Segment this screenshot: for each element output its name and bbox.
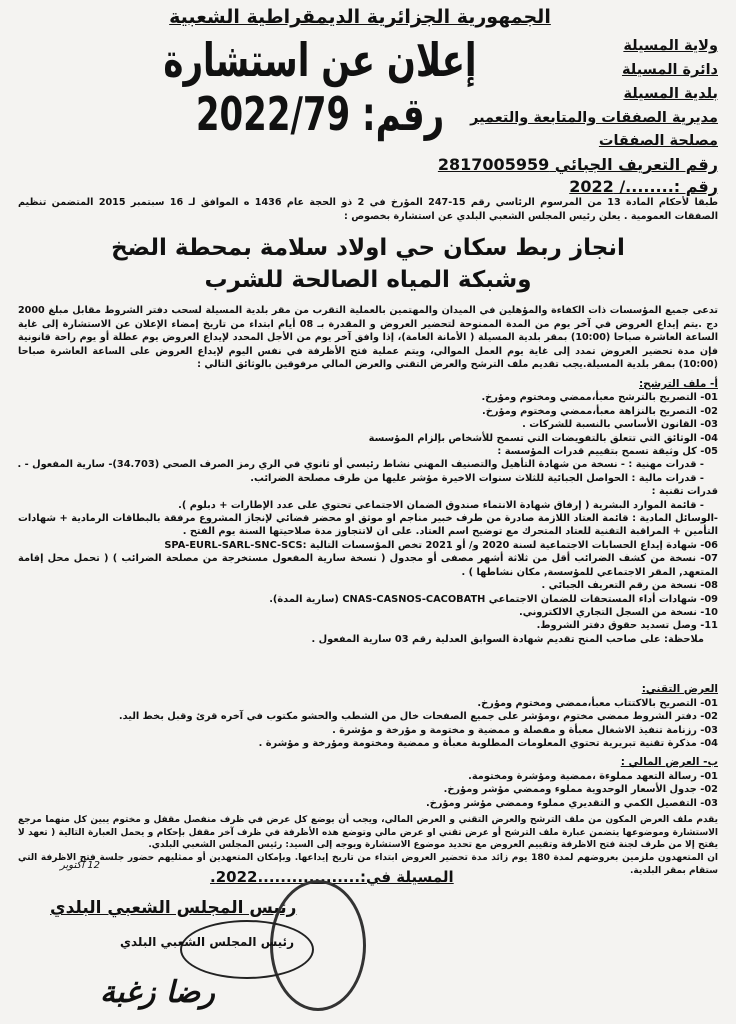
list-item: 01- التصريح بالاكتتاب معبأ،ممضي ومختوم ومؤرخ. [477, 697, 718, 709]
handwritten-date: 12 أكتوبر [60, 860, 100, 871]
list-item: 03- رزنامة تنفيذ الاشغال معبأة و مفصلة و ممضية و مختومة و مؤرخة و مؤشرة . [332, 724, 718, 736]
signature-name: رضا زغبة [100, 975, 215, 1010]
list-item: 02- جدول الأسعار الوحدوية مملوء وممضي مؤشر ومؤرخ. [443, 784, 718, 796]
signatory-title: رئيس المجلس الشعبي البلدي [50, 898, 297, 918]
list-item: - قدرات مالية : الحواصل الجبائية للثلاث سنوات الاخيرة مؤشر عليها من طرف مصلحة الضرائب. [250, 472, 704, 484]
candidacy-section [18, 378, 718, 646]
list-item: - قائمة الموارد البشرية ( إرفاق شهادة الانتماء صندوق الضمان الاجتماعي تحتوي على عدد الإطارات + دبلوم ). [178, 499, 704, 511]
financial-heading: ب- العرض المالي : [620, 756, 718, 768]
validity-note: ان المتعهدون ملزمين بعروضهم لمدة 180 يوم زائد مدة تحضير العروض ابتداء من تاريخ إيداعها. وبإمكان المتعهدين أو ممثليهم حضور جلسة فتح الاظرفة التي ستقام بمقر البلدية. [18, 853, 718, 876]
note: ملاحظة: على صاحب المنح تقديم شهادة السوابق العدلية رقم 03 سارية المفعول . [311, 633, 704, 645]
tax-id: رقم التعريف الجبائي 2817005959 [437, 155, 718, 174]
service-label: مصلحة الصفقات [598, 133, 718, 149]
list-item: 05- كل وثيقة تسمح بتقييم قدرات المؤسسة : [497, 446, 718, 458]
list-item: - قدرات مهنية : - نسخة من شهادة التأهيل والتصنيف المهني نشاط رئيسي أو ثانوي في الري رمز الصرف الصحي (34.703)- سارية المفعول - . [17, 459, 704, 471]
list-item: 11- وصل تسديد حقوق دفتر الشروط. [536, 620, 718, 632]
technical-section [18, 683, 718, 751]
stamp-text: رئيس المجلس الشعبي البلدي [120, 935, 294, 949]
list-item: 03- القانون الأساسي بالنسبة للشركات . [522, 419, 718, 431]
body-paragraph: تدعى جميع المؤسسات ذات الكفاءة والمؤهلين في الميدان والمهتمين بالعملية التقرب من مقر بلدية المسيلة لسحب دفتر الشروط مقابل مبلغ 2000 دج .يتم إيداع العروض في آخر يوم من المدة الممنوحة لتحضير العروض و المقدرة بـ 08 أيام ابتداء من تاريخ إمضاء الإعلان عن الاستشارة إلى غاية الساعة العاشرة صباحا (10:00) بمقر بلدية المسيلة ( الأمانة العامة)، إذا وافق آخر يوم من الأجل المحدد لإيداع العروض يوم عطلة أو يوم راحة قانونية فإن مدة تحضير العروض تمدد إلى غاية يوم العمل الموالي، ويتم عملية فتح الأظرفة في نفس اليوم لإيداع العروض على الساعة العاشرة صباحا (10:00) بمقر بلدية المسيلة.يجب تقديم ملف الترشح والعرض التقني والعرض المالي مرفوقين بالوثائق التالي : [18, 305, 718, 371]
project-title-line-2: وشبكة المياه الصالحة للشرب [204, 267, 532, 293]
signature-icon [180, 920, 314, 979]
list-item: قدرات تقنية : [651, 486, 718, 498]
reference-number: رقم :......../ 2022 [569, 177, 718, 196]
republic-header: الجمهورية الجزائرية الديمقراطية الشعبية [169, 6, 551, 28]
technical-heading: العرض التقني: [641, 683, 718, 695]
list-item: 01- التصريح بالترشح معبأ،ممضي ومختوم ومؤرخ. [481, 392, 718, 404]
list-item: 08- نسخة من رقم التعريف الجبائي . [541, 580, 718, 592]
list-item: 07- نسخة من كشف الضرائب أقل من ثلاثة أشهر مصفى أو مجدول ( نسخة سارية المفعول مستخرجة من مصلحة الضرائب ) ( تحمل محل إقامة المتعهد, المقر الاجتماعي للمؤسسة, مكان نشاطها ) . [18, 553, 718, 578]
list-item: 04- مذكرة تقنية تبريرية تحتوي المعلومات المطلوبة معبأة و ممضية ومختومة ومؤرخة و مؤشرة . [258, 738, 718, 750]
project-title-line-1: انجاز ربط سكان حي اولاد سلامة بمحطة الضخ [111, 235, 625, 261]
list-item: 02- دفتر الشروط ممضي مختوم ،ومؤشر على جميع الصفحات خال من الشطب والحشو مكتوب في آخره قرئ وقبل بخط اليد. [118, 711, 718, 723]
financial-section [18, 756, 718, 810]
announcement-title: إعلان عن استشارة رقم: 2022/79 [163, 34, 477, 142]
list-item: -الوسائل المادية : قائمة العتاد اللازمة صادرة من طرف خبير مناجم او موثق او محضر قضائي لإنجاز المشروع مرفقة بالبطاقات الرمادية + شهادات التأمين + المراقبة التقنية للعتاد المتحرك مع توضيح اسم العتاد. على ان لاتتجاوز مدة صلاحيتها السنة يوم الفتح . [18, 513, 718, 538]
directorate-label: مديرية الصفقات والمتابعة والتعمير [470, 110, 718, 126]
list-item: 03- التفصيل الكمي و التقديري مملوء وممضي مؤشر ومؤرخ. [425, 797, 718, 809]
commune-label: بلدية المسيلة [623, 86, 718, 102]
daira-label: دائرة المسيلة [621, 62, 718, 78]
wilaya-label: ولاية المسيلة [623, 38, 718, 54]
list-item: 04- الوثائق التي تتعلق بالتفويضات التي تسمح للأشخاص بإلزام المؤسسة [368, 432, 718, 444]
candidacy-heading: أ- ملف الترشح: [638, 378, 718, 390]
closing-paragraph: يقدم ملف العرض المكون من ملف الترشح والعرض التقني و العرض المالي، ويجب أن يوضع كل عرض في ظرف منفصل مقفل و مختوم يبين كل منهما مرجع الاستشارة وموضوعها يتضمن عبارة ملف الترشح أو عرض تقني او عرض مالي وتوضع هذه الأظرفة في ظرف آخر مقفل بإحكام و يحمل العبارة التالية ( تعهد لا يفتح إلا من طرف لجنة فتح الاظرفة وتقييم العروض مع تحديد موضوع الاستشارة ويوجه إلى السيد: رئيس المجلس الشعبي البلدي. [18, 815, 718, 850]
list-item: 02- التصريح بالنزاهة معبأ،ممضي ومختوم ومؤرخ. [482, 405, 718, 417]
intro-paragraph: طبقا لأحكام المادة 13 من المرسوم الرئاسي رقم 15-247 المؤرخ في 2 ذو الحجة عام 1436 ه الموافق لـ 16 سبتمبر 2015 المتضمن تنظيم الصفقات العمومية . يعلن رئيس المجلس الشعبي البلدي عن استشارة بخصوص : [18, 197, 718, 222]
place-date: المسيلة في:..................2022. [210, 868, 454, 886]
list-item: 06- شهادة إيداع الحسابات الاجتماعية لسنة 2020 و/ أو 2021 تخص المؤسسات التالية :SPA-EURL-SARL-SNC-SCS [164, 539, 718, 551]
list-item: 10- نسخة من السجل التجاري الالكتروني. [518, 606, 718, 618]
list-item: 01- رسالة التعهد مملوءة ،ممضية ومؤشرة ومختومة. [468, 770, 718, 782]
list-item: 09- شهادات أداء المستحقات للضمان الاجتماعي CNAS-CASNOS-CACOBATH (سارية المدة). [269, 593, 718, 605]
